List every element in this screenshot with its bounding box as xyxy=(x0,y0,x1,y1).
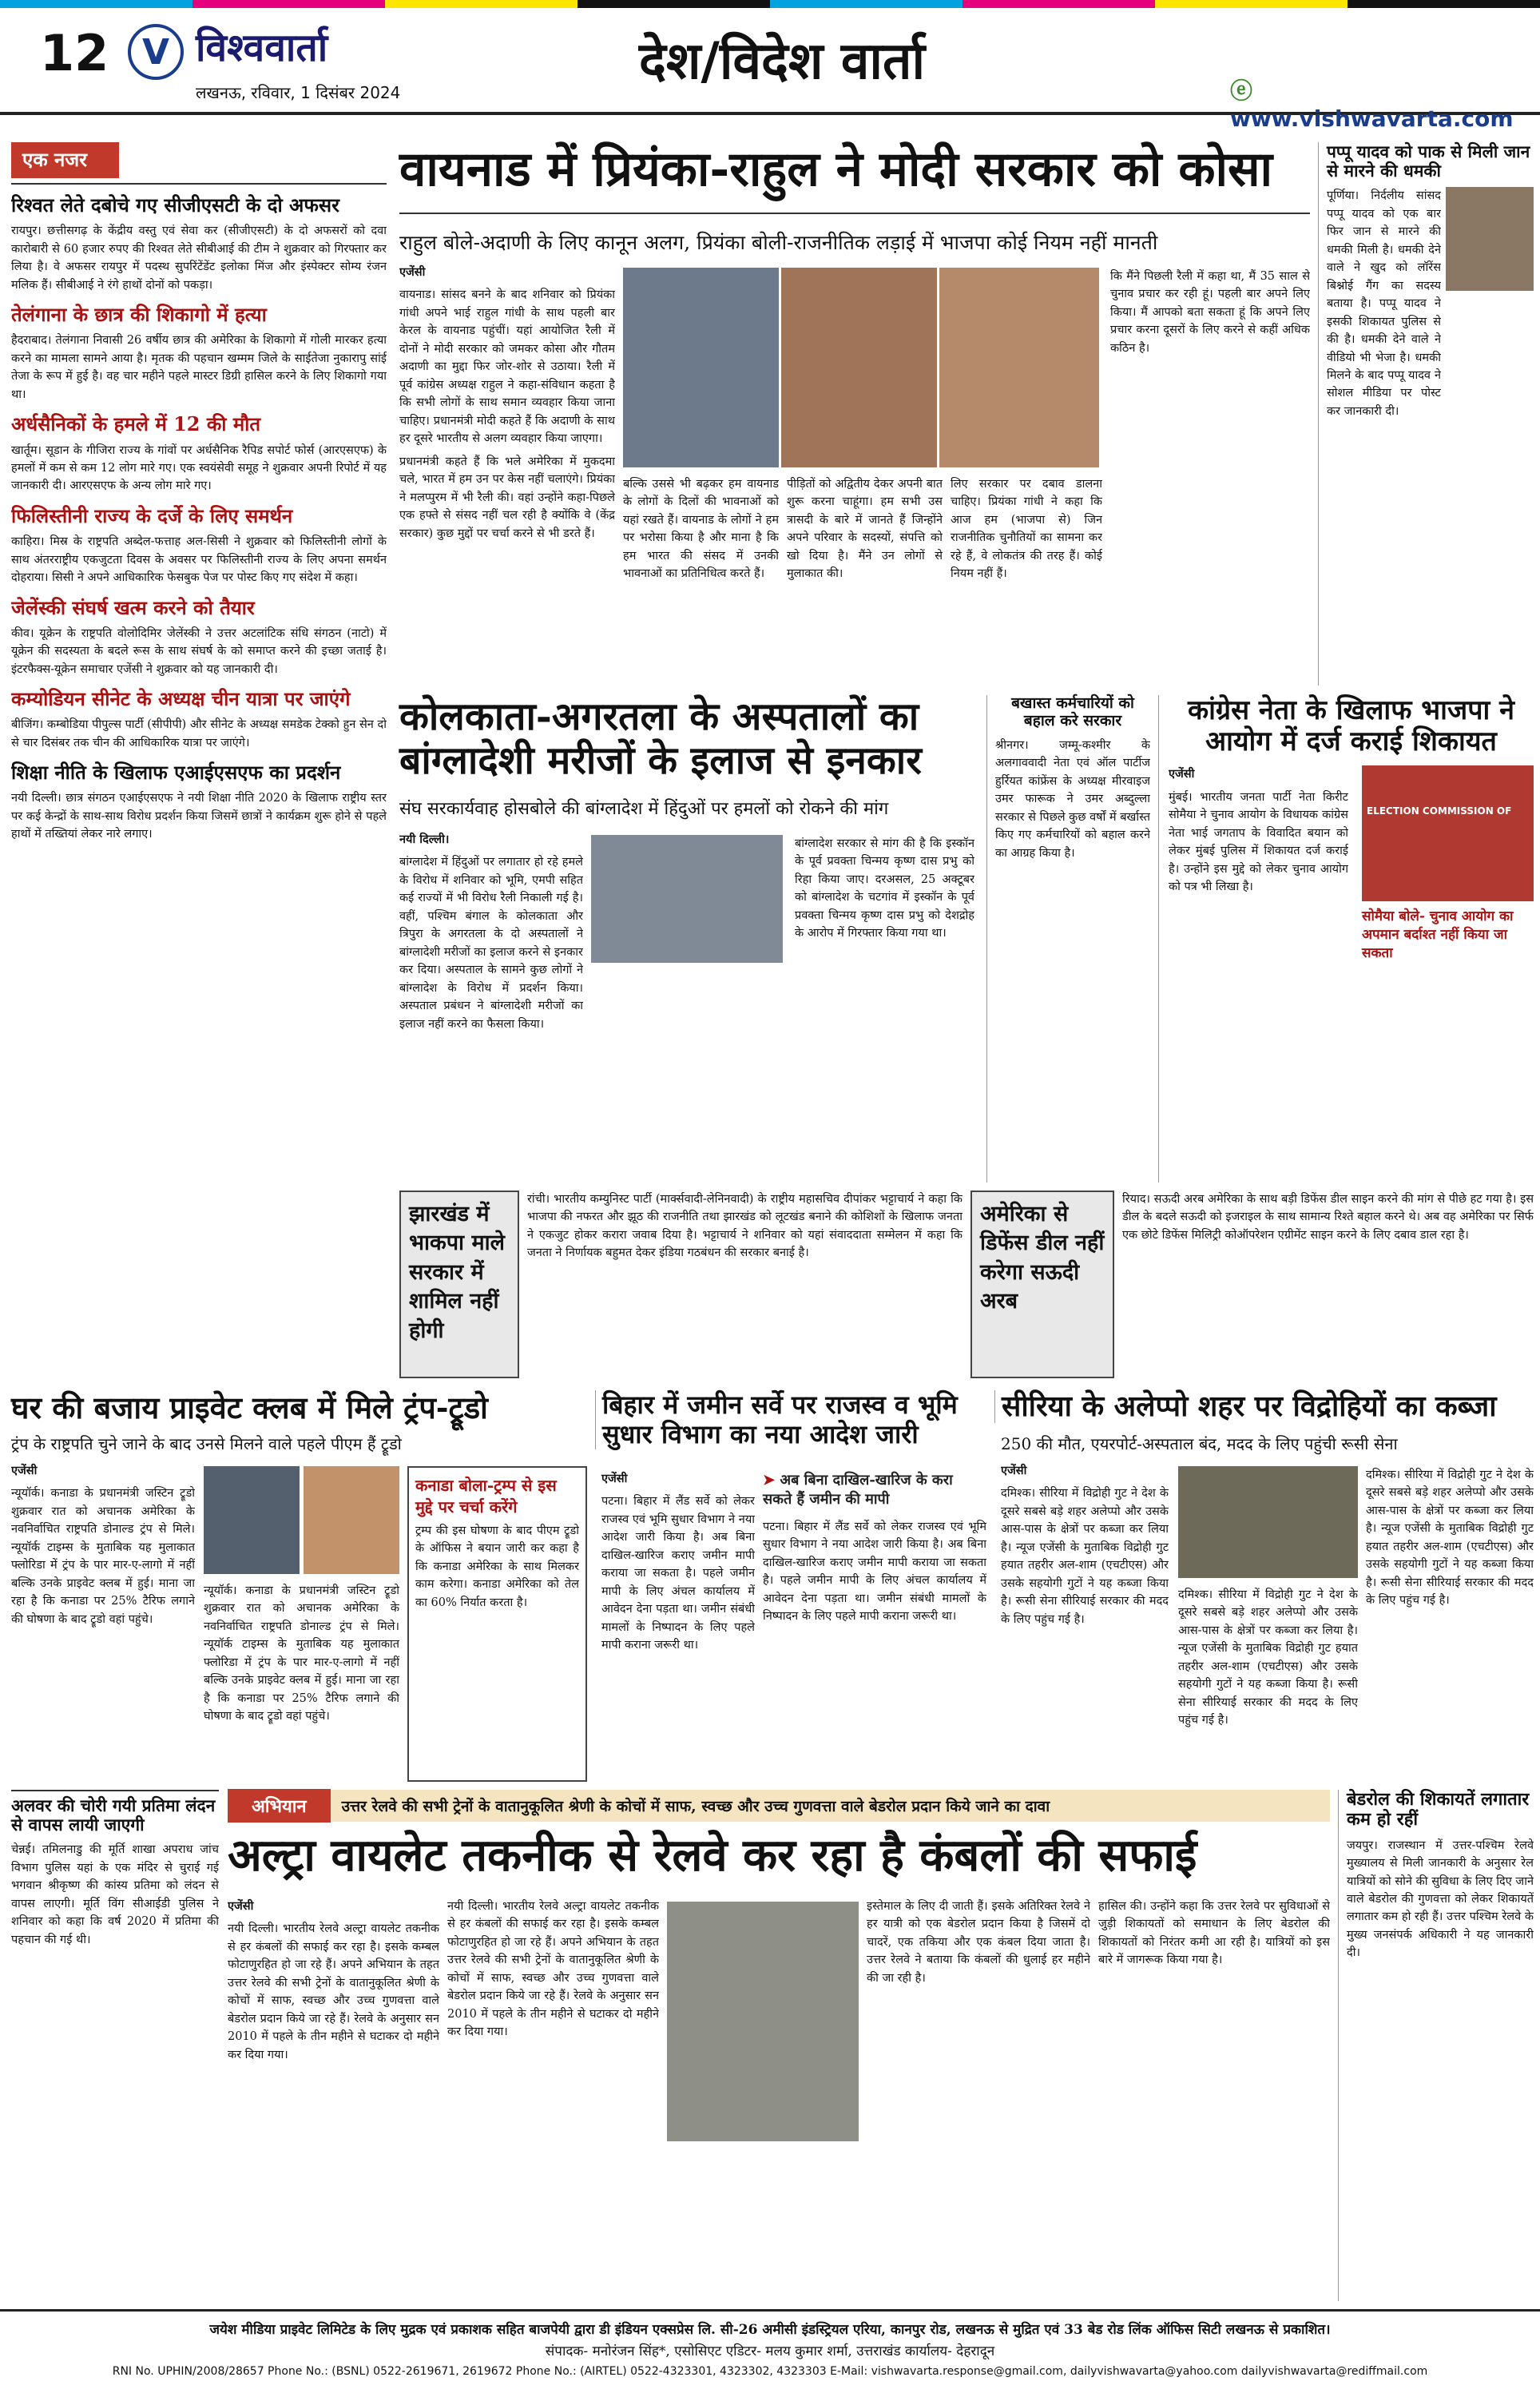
brief-headline: अर्धसैनिकों के हमले में 12 की मौत xyxy=(11,412,261,436)
syria-col-2 xyxy=(1178,1586,1358,1782)
pappu-headline: पप्पू यादव को पाक से मिली जान से मारने की धमकी xyxy=(1327,141,1530,181)
lead-col-5 xyxy=(951,475,1102,679)
brief-body: नयी दिल्ली। छात्र संगठन एआईएसएफ ने नयी शिक्षा नीति 2020 के खिलाफ राष्ट्रीय स्तर पर कई केन्द्रों के साथ-साथ विरोध प्रदर्शन किया जिसमें छात्रों ने कार्यक्रम शुरू होने से पहले हाथों में तख्तियां लेकर नारे लगाए। xyxy=(11,792,387,841)
lead-body: कि मैंने पिछली रैली में कहा था, मैं 35 साल से चुनाव प्रचार कर रही हूं। पहली बार अपने लिए किया। मैं आपको बता सकता हूं कि अपने लिए प्रचार करना दूसरों के लिए करने से कहीं अधिक कठिन है। xyxy=(1110,270,1310,355)
abhiyan-body: हासिल की। उन्होंने कहा कि उत्तर रेलवे पर सुविधाओं से जुड़ी शिकायतों को समाधान के लिए बेडरोल की शिकायतों को निरंतर कमी आ रही है। यात्रियों को इस बारे में जागरूक किया गया है। xyxy=(1098,1900,1330,1967)
registration-color-bar xyxy=(0,0,1540,8)
lead-col-3 xyxy=(623,475,779,679)
congress-headline: कांग्रेस नेता के खिलाफ भाजपा ने आयोग में दर्ज कराई शिकायत xyxy=(1187,694,1515,758)
congress-story xyxy=(1158,695,1534,1183)
canada-box-body: ट्रम्प की इस घोषणा के बाद पीएम ट्रूडो के ऑफिस ने बयान जारी कर कहा है कि कनाडा अमेरिका के साथ मिलकर काम करेगा। कनाडा अमेरिका को तेल का 60% निर्यात करता है। xyxy=(415,1524,579,1609)
bedroll-body: जयपुर। राजस्थान में उत्तर-पश्चिम रेलवे मुख्यालय से मिली जानकारी के अनुसार रेल यात्रियों को सोने की सुविधा के लिए दिए जाने वाले बेडरोल की गुणवत्ता को लेकर शिकायतें लगातार कम हो रही हैं। उत्तर पश्चिम रेलवे के मुख्य जनसंपर्क अधिकारी ने यह जानकारी दी। xyxy=(1347,1839,1534,1960)
syria-col-3 xyxy=(1366,1466,1534,1782)
trump-body: न्यूयॉर्क। कनाडा के प्रधानमंत्री जस्टिन ट्रूडो शुक्रवार रात को अचानक अमेरिका के नवनिर्वाचित राष्ट्रपति डोनाल्ड ट्रंप से मिले। न्यूयॉर्क टाइम्स के मुताबिक यह मुलाकात फ्लोरिडा में ट्रंप के पार मार-ए-लागो में नहीं बल्कि उनके प्राइवेट क्लब में हुई। माना जा रहा है कि कनाडा पर 25% टैरिफ लगाने की घोषणा के बाद ट्रूडो वहां पहुंचे। xyxy=(11,1487,195,1626)
kolkata-col-1 xyxy=(399,831,583,1183)
abhiyan-headline: अल्ट्रा वायलेट तकनीक से रेलवे कर रहा है कंबलों की सफाई xyxy=(228,1829,1197,1882)
bihar-pullquote xyxy=(763,1470,986,1509)
bihar-headline: बिहार में जमीन सर्वे पर राजस्व व भूमि सुधार विभाग का नया आदेश जारी xyxy=(595,1390,986,1449)
lead-col-1 xyxy=(399,264,615,679)
kolkata-col-2 xyxy=(795,835,974,1183)
congress-body: मुंबई। भारतीय जनता पार्टी नेता किरीट सोमैया ने चुनाव आयोग के विधायक कांग्रेस नेता भाई जगताप के विवादित बयान को लेकर मुंबई पुलिस में शिकायत दर्ज कराई है। उन्होंने इस मुद्दे को लेकर चुनाव आयोग को पत्र भी लिखा है। xyxy=(1169,790,1348,893)
canada-box-headline: कनाडा बोला-ट्रम्प से इस मुद्दे पर चर्चा करेंगे xyxy=(415,1476,557,1517)
ek-nazar-column xyxy=(11,142,387,1453)
trudeau-photo xyxy=(204,1466,300,1574)
trump-col xyxy=(11,1462,195,1782)
bakhast-story xyxy=(986,695,1150,1183)
photo-caption: सोमैया बोले- चुनाव आयोग का अपमान बर्दाश्त नहीं किया जा सकता xyxy=(1362,908,1514,962)
syria-body: दमिश्क। सीरिया में विद्रोही गुट ने देश के दूसरे सबसे बड़े शहर अलेप्पो और उसके आस-पास के क्षेत्रों पर कब्जा कर लिया है। न्यूज एजेंसी के मुताबिक विद्रोही गुट हयात तहरीर अल-शाम (एचटीएस) और उसके सहयोगी गुटों ने यह कब्जा किया है। रूसी सेना सीरियाई सरकार की मदद के लिए पहुंच गई है। xyxy=(1178,1588,1358,1727)
logo-letter: V xyxy=(141,31,170,73)
footer-line: जयेश मीडिया प्राइवेट लिमिटेड के लिए मुद्रक एवं प्रकाशक सहित बाजपेयी द्वारा डी इंडियन एक्सप्रेस लि. सी-26 अमीसी इंडस्ट्रियल एरिया, कानपुर रोड, लखनऊ से मुद्रित एवं 33 बेड रोड लिंक ऑफिस सिटी लखनऊ से प्रकाशित। xyxy=(209,2322,1331,2338)
rahul-photo xyxy=(623,268,779,467)
page-number: 12 xyxy=(40,24,109,82)
imprint-footer xyxy=(0,2309,1540,2397)
bedroll-headline: बेडरोल की शिकायतें लगातार कम हो रहीं xyxy=(1347,1789,1530,1831)
kolkata-body: बांग्लादेश में हिंदुओं पर लगातार हो रहे हमले के विरोध में शनिवार को भूमि, एमपी सहित कई राज्यों में भी विरोध रैली निकाली गई है। वहीं, पश्चिम बंगाल के कोलकाता और त्रिपुरा के अगरतला के दो अस्पतालों ने बांग्लादेशी मरीजों का इलाज करने से इनकार कर दिया। अस्पताल के सामने कुछ लोगों ने बांग्लादेश के विरोध में प्रदर्शन किया। अस्पताल प्रबंधन ने बांग्लादेशी मरीजों का इलाज नहीं करने का फैसला किया। xyxy=(399,856,583,1031)
arrow-icon: ➤ xyxy=(763,1472,776,1489)
brief-body: हैदराबाद। तेलंगाना निवासी 26 वर्षीय छात्र की अमेरिका के शिकागो में गोली मारकर हत्या करने का मामला सामने आया है। मृतक की पहचान खम्मम जिले के साईतेजा नुकारापु सांई तेजा के रूप में हुई है। वह चार महीने पहले मास्टर डिग्री हासिल करने के लिए शिकागो गया था। xyxy=(11,334,387,401)
alwar-story xyxy=(11,1790,219,2301)
syria-subhead: 250 की मौत, एयरपोर्ट-अस्पताल बंद, मदद के लिए पहुंची रूसी सेना xyxy=(1001,1434,1398,1453)
lead-col-4 xyxy=(787,475,943,679)
dateline: लखनऊ, रविवार, 1 दिसंबर 2024 xyxy=(196,83,401,102)
trump-headline: घर की बजाय प्राइवेट क्लब में मिले ट्रंप-ट्रूडो xyxy=(11,1389,488,1425)
brief-body: रायपुर। छत्तीसगढ़ के केंद्रीय वस्तु एवं सेवा कर (सीजीएसटी) के दो अफसरों को दवा कारोबारी से 60 हजार रुपए की रिश्वत लेते सीबीआई की टीम ने शुक्रवार को गिरफ्तार कर लिया है। वे अफसर रायपुर में पदस्थ सुपरिंटेंडेंट इलोका मिंज और इंस्पेक्टर सोम्य रंजन मलिक हैं। सीबीआई ने रंगे हाथों दोनों को पकड़ा। xyxy=(11,225,387,292)
bihar-body: पटना। बिहार में लैंड सर्वे को लेकर राजस्व एवं भूमि सुधार विभाग ने नया आदेश जारी किया है। अब बिना दाखिल-खारिज कराए जमीन मापी कराया जा सकता है। पहले जमीन मापी के लिए अंचल कार्यालय में आवेदन देना पड़ता था। जमीन संबंधी मामलों के निष्पादन के लिए पहले मापी कराना जरूरी था। xyxy=(601,1495,755,1652)
blanket-photo xyxy=(667,1902,859,2141)
brief-headline: कम्योडियन सीनेट के अध्यक्ष चीन यात्रा पर जाएंगे xyxy=(11,687,351,711)
pappu-photo xyxy=(1446,187,1534,291)
bihar-col xyxy=(595,1470,755,1782)
footer-line: संपादक- मनोरंजन सिंह*, एसोसिएट एडिटर- मलय कुमार शर्मा, उत्तराखंड कार्यालय- देहरादून xyxy=(545,2343,995,2360)
brief-body: खार्तूम। सूडान के गीजिरा राज्य के गांवों पर अर्धसैनिक रैपिड सपोर्ट फोर्स (आरएसएफ) के हमलों में कम से कम 12 लोग मारे गए। एक स्वयंसेवी समूह ने शुक्रवार अपनी रिपोर्ट में यह जानकारी दी। आरएसएफ के अन्य लोग मारे गए। xyxy=(11,443,387,493)
abhiyan-kicker: उत्तर रेलवे की सभी ट्रेनों के वातानुकूलित श्रेणी के कोचों में साफ, स्वच्छ और उच्च गुणवत्ता वाले बेडरोल प्रदान किये जाने का दावा xyxy=(341,1798,1050,1815)
kolkata-headline: कोलकाता-अगरतला के अस्पतालों का बांग्लादेशी मरीजों के इलाज से इनकार xyxy=(399,694,922,784)
pappu-story xyxy=(1318,142,1534,686)
agency-label: एजेंसी xyxy=(1169,767,1195,781)
jharkhand-headline: झारखंड में भाकपा माले सरकार में शामिल नहीं होगी xyxy=(399,1191,519,1378)
bakhast-headline: बखास्त कर्मचारियों को बहाल करे सरकार xyxy=(1011,694,1134,729)
canada-box xyxy=(407,1466,587,1782)
trump-body: न्यूयॉर्क। कनाडा के प्रधानमंत्री जस्टिन ट्रूडो शुक्रवार रात को अचानक अमेरिका के नवनिर्वाचित राष्ट्रपति डोनाल्ड ट्रंप से मिले। न्यूयॉर्क टाइम्स के मुताबिक यह मुलाकात फ्लोरिडा में ट्रंप के पार मार-ए-लागो में नहीं बल्कि उनके प्राइवेट क्लब में हुई। माना जा रहा है कि कनाडा पर 25% टैरिफ लगाने की घोषणा के बाद ट्रूडो वहां पहुंचे। xyxy=(204,1584,399,1723)
logo-icon xyxy=(128,24,184,80)
bihar-col-2 xyxy=(763,1518,986,1782)
abhiyan-col-1 xyxy=(228,1898,439,2301)
syria-photo xyxy=(1178,1466,1358,1578)
syria-body: दमिश्क। सीरिया में विद्रोही गुट ने देश के दूसरे सबसे बड़े शहर अलेप्पो और उसके आस-पास के क्षेत्रों पर कब्जा कर लिया है। न्यूज एजेंसी के मुताबिक विद्रोही गुट हयात तहरीर अल-शाम (एचटीएस) और उसके सहयोगी गुटों ने यह कब्जा किया है। रूसी सेना सीरियाई सरकार की मदद के लिए पहुंच गई है। xyxy=(1366,1469,1534,1608)
bihar-pull-text: अब बिना दाखिल-खारिज के करा सकते हैं जमीन की मापी xyxy=(763,1472,953,1508)
abhiyan-body: नयी दिल्ली। भारतीय रेलवे अल्ट्रा वायलेट तकनीक से हर कंबलों की सफाई कर रहा है। इसके कम्बल फोटाणुरहित हो जा रहे हैं। अपने अभियान के तहत उत्तर रेलवे की सभी ट्रेनों के वातानुकूलित श्रेणी के कोचों में साफ, स्वच्छ और उच्च गुणवत्ता वाले बेडरोल प्रदान किये जा रहे हैं। रेलवे के अनुसार सन 2010 में पहले के तीन महीने से घटाकर दो महीने कर दिया गया। xyxy=(228,1922,439,2061)
brief-headline: रिश्वत लेते दबोचे गए सीजीएसटी के दो अफसर xyxy=(11,193,339,217)
brief-headline: जेलेंस्की संघर्ष खत्म करने को तैयार xyxy=(11,595,255,619)
alwar-headline: अलवर की चोरी गयी प्रतिमा लंदन से वापस लायी जाएगी xyxy=(11,1795,216,1835)
brief-headline: शिक्षा नीति के खिलाफ एआईएसएफ का प्रदर्शन xyxy=(11,761,341,785)
photo-sign-text: ELECTION COMMISSION OF xyxy=(1367,805,1512,817)
abhiyan-col-3 xyxy=(867,1898,1090,2301)
bedroll-story xyxy=(1338,1790,1534,2301)
lead-body: प्रधानमंत्री कहते हैं कि भले अमेरिका में मुकदमा चले, भारत में हम उन पर केस नहीं चलाएंगे। प्रियंका ने मलप्पुरम में भी रैली की। वहां उन्होंने कहा-पिछले एक हफ्ते से संसद नहीं चल रही है क्योंकि वे (केंद्र सरकार) कुछ मुद्दों पर चर्चा करने से भी डरते हैं। xyxy=(399,455,615,540)
kolkata-photo xyxy=(591,835,783,963)
abhiyan-body: इस्तेमाल के लिए दी जाती हैं। इसके अतिरिक्त रेलवे ने हर यात्री को एक बेडरोल प्रदान किया है जिसमें दो चादरें, एक तकिया और एक कंबल दिया जाता है। उत्तर रेलवे ने बताया कि कंबलों की धुलाई हर महीने की जा रही है। xyxy=(867,1900,1090,1985)
website-url: www.vishwavarta.com xyxy=(1230,105,1514,132)
section-title: देश/विदेश वार्ता xyxy=(639,31,926,91)
website-link[interactable] xyxy=(1230,74,1540,132)
lead-body: वायनाड। सांसद बनने के बाद शनिवार को प्रियंका गांधी अपने भाई राहुल गांधी के साथ पहली बार केरल के वायनाड पहुंचीं। यहां आयोजित रैली में दोनों ने मोदी सरकार को जमकर कोसा और गौतम अदाणी का मुद्दा फिर जोर-शोर से उठाया। रैली में पूर्व कांग्रेस अध्यक्ष राहुल ने कहा-संविधान कहता है कि सभी लोगों के साथ समान व्यवहार किया जाना चाहिए। प्रधानमंत्री मोदी कहते हैं कि अदाणी के साथ हर दूसरे भारतीय से अलग व्यवहार किया जाएगा। xyxy=(399,288,615,446)
dateline-label: नयी दिल्ली। xyxy=(399,833,450,846)
brief-body: बीजिंग। कम्बोडिया पीपुल्स पार्टी (सीपीपी) और सीनेट के अध्यक्ष समडेक टेक्को हुन सेन दो से चार दिसंबर तक चीन की आधिकारिक यात्रा पर जाएंगे। xyxy=(11,718,387,749)
globe-icon: ⓔ xyxy=(1230,78,1253,104)
congress-col xyxy=(1169,765,1348,900)
brief-headline: फिलिस्तीनी राज्य के दर्जे के लिए समर्थन xyxy=(11,503,293,527)
america-headline: अमेरिका से डिफेंस डील नहीं करेगा सऊदी अरब xyxy=(970,1191,1114,1378)
agency-label: एजेंसी xyxy=(601,1472,628,1485)
abhiyan-tag: अभियान xyxy=(228,1789,331,1823)
abhiyan-body: नयी दिल्ली। भारतीय रेलवे अल्ट्रा वायलेट तकनीक से हर कंबलों की सफाई कर रहा है। इसके कम्बल फोटाणुरहित हो जा रहे हैं। अपने अभियान के तहत उत्तर रेलवे की सभी ट्रेनों के वातानुकूलित श्रेणी के कोचों में साफ, स्वच्छ और उच्च गुणवत्ता वाले बेडरोल प्रदान किये जा रहे हैं। रेलवे के अनुसार सन 2010 में पहले के तीन महीने से घटाकर दो महीने कर दिया गया। xyxy=(447,1900,659,2039)
brief-headline: तेलंगाना के छात्र की शिकागो में हत्या xyxy=(11,303,267,327)
priyanka-photo xyxy=(939,268,1099,467)
ek-nazar-tag: एक नजर xyxy=(11,142,119,178)
lead-body: बल्कि उससे भी बढ़कर हम वायनाड के लोगों के दिलों की भावनाओं को यहां रखते हैं। वायनाड के लोगों ने हम पर भरोसा किया है और माना है कि हम भारत की संसद में उनकी भावनाओं का प्रतिनिधित्व करते हैं। xyxy=(623,478,779,581)
abhiyan-col-4 xyxy=(1098,1898,1330,2301)
abhiyan-col-2 xyxy=(447,1898,659,2301)
agency-label: एजेंसी xyxy=(1001,1464,1027,1477)
america-body: रियाद। सऊदी अरब अमेरिका के साथ बड़ी डिफेंस डील साइन करने की मांग से पीछे हट गया है। इस डील के बदले सऊदी को इजराइल के साथ सामान्य रिश्ते बहाल करने थे। अब वह अमेरिका पर सिर्फ एक छोटे डिफेंस मिलिट्री कोऑपरेशन एग्रीमेंट साइन करने के लिए दबाव डाल रहा है। xyxy=(1122,1193,1534,1242)
lead-body: पीड़ितों को अद्वितीय देकर अपनी बात शुरू करना चाहूंगा। हम सभी उस त्रासदी के बारे में जानते हैं जिन्होंने अपने परिवार के सदस्यों, संपत्ति को खो दिया है। मैंने उन लोगों से मुलाकात की। xyxy=(787,478,943,581)
abhiyan-kicker-bar xyxy=(228,1790,1330,1822)
trump-col-2 xyxy=(204,1582,399,1782)
footer-line: RNI No. UPHIN/2008/28657 Phone No.: (BSNL) 0522-2619671, 2619672 Phone No.: (AIRTEL) 0522-4323301, 4323302, 4323303 E-Mail: vishwavarta.response@gmail.com, dailyvishwavarta@yahoo.com dailyvishwavarta@rediffmail.com xyxy=(112,2365,1428,2379)
lead-headline: वायनाड में प्रियंका-राहुल ने मोदी सरकार को कोसा xyxy=(399,142,1310,214)
agency-label: एजेंसी xyxy=(228,1899,254,1913)
bihar-body: पटना। बिहार में लैंड सर्वे को लेकर राजस्व एवं भूमि सुधार विभाग ने नया आदेश जारी किया है। अब बिना दाखिल-खारिज कराए जमीन मापी कराया जा सकता है। पहले जमीन मापी के लिए अंचल कार्यालय में आवेदन देना पड़ता था। जमीन संबंधी मामलों के निष्पादन के लिए पहले मापी कराना जरूरी था। xyxy=(763,1521,986,1624)
kolkata-subhead: संघ सरकार्यवाह होसबोले की बांग्लादेश में हिंदुओं पर हमलों को रोकने की मांग xyxy=(399,799,889,819)
brief-body: कीव। यूक्रेन के राष्ट्रपति वोलोदिमिर जेलेंस्की ने उत्तर अटलांटिक संधि संगठन (नाटो) में यूक्रेन की सदस्यता के बदले रूस के साथ संघर्ष के को समाप्त करने की इच्छा जताई है। इंटरफैक्स-यूक्रेन समाचार एजेंसी ने शुक्रवार को यह जानकारी दी। xyxy=(11,626,387,676)
lead-subhead: राहुल बोले-अदाणी के लिए कानून अलग, प्रियंका बोली-राजनीतिक लड़ाई में भाजपा कोई नियम नहीं मानती xyxy=(399,231,1158,254)
syria-headline: सीरिया के अलेप्पो शहर पर विद्रोहियों का कब्जा xyxy=(994,1390,1534,1423)
syria-body: दमिश्क। सीरिया में विद्रोही गुट ने देश के दूसरे सबसे बड़े शहर अलेप्पो और उसके आस-पास के क्षेत्रों पर कब्जा कर लिया है। न्यूज एजेंसी के मुताबिक विद्रोही गुट हयात तहरीर अल-शाम (एचटीएस) और उसके सहयोगी गुटों ने यह कब्जा किया है। रूसी सेना सीरियाई सरकार की मदद के लिए पहुंच गई है। xyxy=(1001,1487,1169,1626)
kolkata-body: बांग्लादेश सरकार से मांग की है कि इस्कॉन के पूर्व प्रवक्ता चिन्मय कृष्ण दास प्रभु को रिहा किया जाए। दरअसल, 25 अक्टूबर को बांग्लादेश के चटगांव में इस्कॉन के पूर्व प्रवक्ता चिन्मय कृष्ण दास प्रभु को देशद्रोह के आरोप में गिरफ्तार किया गया था। xyxy=(795,837,974,940)
modi-photo xyxy=(781,268,937,467)
trump-subhead: ट्रंप के राष्ट्रपति चुने जाने के बाद उनसे मिलने वाले पहले पीएम हैं ट्रूडो xyxy=(11,1434,402,1453)
jharkhand-body: रांची। भारतीय कम्युनिस्ट पार्टी (मार्क्सवादी-लेनिनवादी) के राष्ट्रीय महासचिव दीपांकर भट्टाचार्य ने कहा कि भाजपा की नफरत और झूठ की राजनीति तथा झारखंड को लूटखंड बनाने की कोशिशों के खिलाफ जनता ने एकजुट होकर करारा जवाब दिया है। भट्टाचार्य ने शनिवार को यहां संवाददाता सम्मेलन में कहा कि जनता ने निर्णायक बहुमत देकर इंडिया गठबंधन की सरकार बनाई है। xyxy=(527,1193,963,1260)
alwar-body: चेन्नई। तमिलनाडु की मूर्ति शाखा अपराध जांच विभाग पुलिस यहां के एक मंदिर से चुराई गई भगवान श्रीकृष्ण की कांस्य प्रतिमा को लंदन से वापस लाएगी। मूर्ति विंग सीआईडी पुलिस ने शनिवार को कहा कि वर्ष 2020 में प्रतिमा की पहचान की गई थी। xyxy=(11,1843,219,1946)
agency-label: एजेंसी xyxy=(11,1464,38,1477)
pappu-body: पूर्णिया। निर्दलीय सांसद पप्पू यादव को एक बार फिर जान से मारने की धमकी मिली है। धमकी देने वाले ने खुद को लॉरेंस बिश्नोई गैंग का सदस्य बताया है। पप्पू यादव ने इसकी शिकायत पुलिस से की है। धमकी देने वाले ने वीडियो भी भेजा है। धमकी मिलने के बाद पप्पू यादव ने सोशल मीडिया पर पोस्ट कर जानकारी दी। xyxy=(1327,189,1441,418)
lead-col-6 xyxy=(1110,268,1310,679)
syria-col xyxy=(1001,1462,1169,1782)
brand-name: विश्ववार्ता xyxy=(196,26,328,70)
agency-label: एजेंसी xyxy=(399,265,426,279)
election-commission-photo xyxy=(1362,765,1534,901)
brief-body: काहिरा। मिस्र के राष्ट्रपति अब्देल-फत्ताह अल-सिसी ने शुक्रवार को फिलिस्तीनी लोगों के साथ अंतरराष्ट्रीय एकजुटता दिवस के अवसर पर फिलिस्तीनी राज्य के लिए अपना समर्थन दोहराया। सिसी ने अपने आधिकारिक फेसबुक पेज पर पोस्ट किए गए संदेश में कहा। xyxy=(11,535,387,585)
lead-body: लिए सरकार पर दबाव डालना चाहिए। प्रियंका गांधी ने कहा कि आज हम (भाजपा से) जिन राजनीतिक चुनौतियों का सामना कर रहे हैं, वे लोकतंत्र की तरह हैं। कोई नियम नहीं हैं। xyxy=(951,478,1102,581)
congress-photo-box xyxy=(1362,765,1534,961)
trump-photo xyxy=(304,1466,399,1574)
bakhast-body: श्रीनगर। जम्मू-कश्मीर के अलगाववादी नेता एवं ऑल पार्टीज हुर्रियत कांफ्रेंस के अध्यक्ष मीरवाइज उमर फारूक ने उमर अब्दुल्ला सरकार से पिछले कुछ वर्षों में बर्खास्त किए गए कर्मचारियों को बहाल करने का आग्रह किया है। xyxy=(995,738,1150,860)
